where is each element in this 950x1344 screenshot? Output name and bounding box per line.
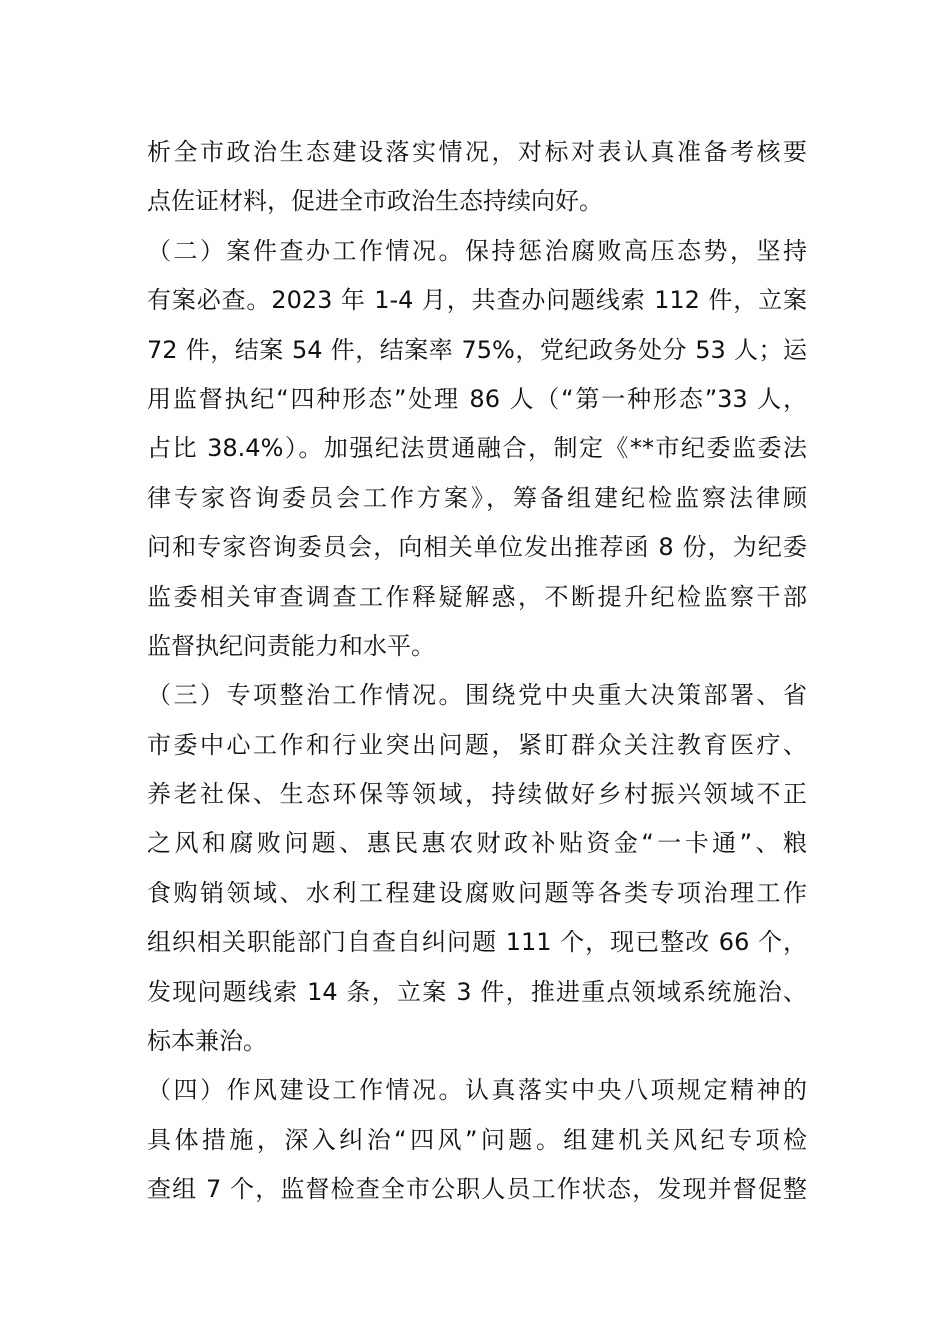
section-heading-line: （四）作风建设工作情况。认真落实中央八项规定精神的 <box>147 1076 807 1105</box>
text-line: 有案必查。2023 年 1-4 月，共查办问题线索 112 件，立案 <box>147 286 807 315</box>
text-line: 监委相关审查调查工作释疑解惑，不断提升纪检监察干部 <box>147 582 807 611</box>
text-line: 占比 38.4%）。加强纪法贯通融合，制定《**市纪委监委法 <box>147 434 807 463</box>
text-line: 72 件，结案 54 件，结案率 75%，党纪政务处分 53 人；运 <box>147 335 807 364</box>
text-line: 点佐证材料，促进全市政治生态持续向好。 <box>147 187 603 216</box>
text-line: 查组 7 个，监督检查全市公职人员工作状态，发现并督促整 <box>147 1175 807 1204</box>
section-heading-line: （三）专项整治工作情况。围绕党中央重大决策部署、省 <box>147 681 807 710</box>
text-line: 监督执纪问责能力和水平。 <box>147 631 435 660</box>
body-text <box>147 128 807 1215</box>
text-line: 发现问题线索 14 条，立案 3 件，推进重点领域系统施治、 <box>147 977 807 1006</box>
text-line: 具体措施，深入纠治“四风”问题。组建机关风纪专项检 <box>147 1125 807 1154</box>
text-line: 养老社保、生态环保等领域，持续做好乡村振兴领域不正 <box>147 780 807 809</box>
text-line: 食购销领域、水利工程建设腐败问题等各类专项治理工作 <box>147 878 807 907</box>
text-line: 之风和腐败问题、惠民惠农财政补贴资金“一卡通”、粮 <box>147 829 807 858</box>
text-line: 律专家咨询委员会工作方案》，筹备组建纪检监察法律顾 <box>147 483 807 512</box>
section-heading-line: （二）案件查办工作情况。保持惩治腐败高压态势，坚持 <box>147 236 807 265</box>
text-line: 用监督执纪“四种形态”处理 86 人（“第一种形态”33 人， <box>147 384 807 413</box>
text-line: 标本兼治。 <box>147 1027 267 1056</box>
text-line: 析全市政治生态建设落实情况，对标对表认真准备考核要 <box>147 138 807 166</box>
text-line: 市委中心工作和行业突出问题，紧盯群众关注教育医疗、 <box>147 730 807 759</box>
text-line: 问和专家咨询委员会，向相关单位发出推荐函 8 份，为纪委 <box>147 533 807 562</box>
text-line: 组织相关职能部门自查自纠问题 111 个，现已整改 66 个， <box>147 928 807 957</box>
